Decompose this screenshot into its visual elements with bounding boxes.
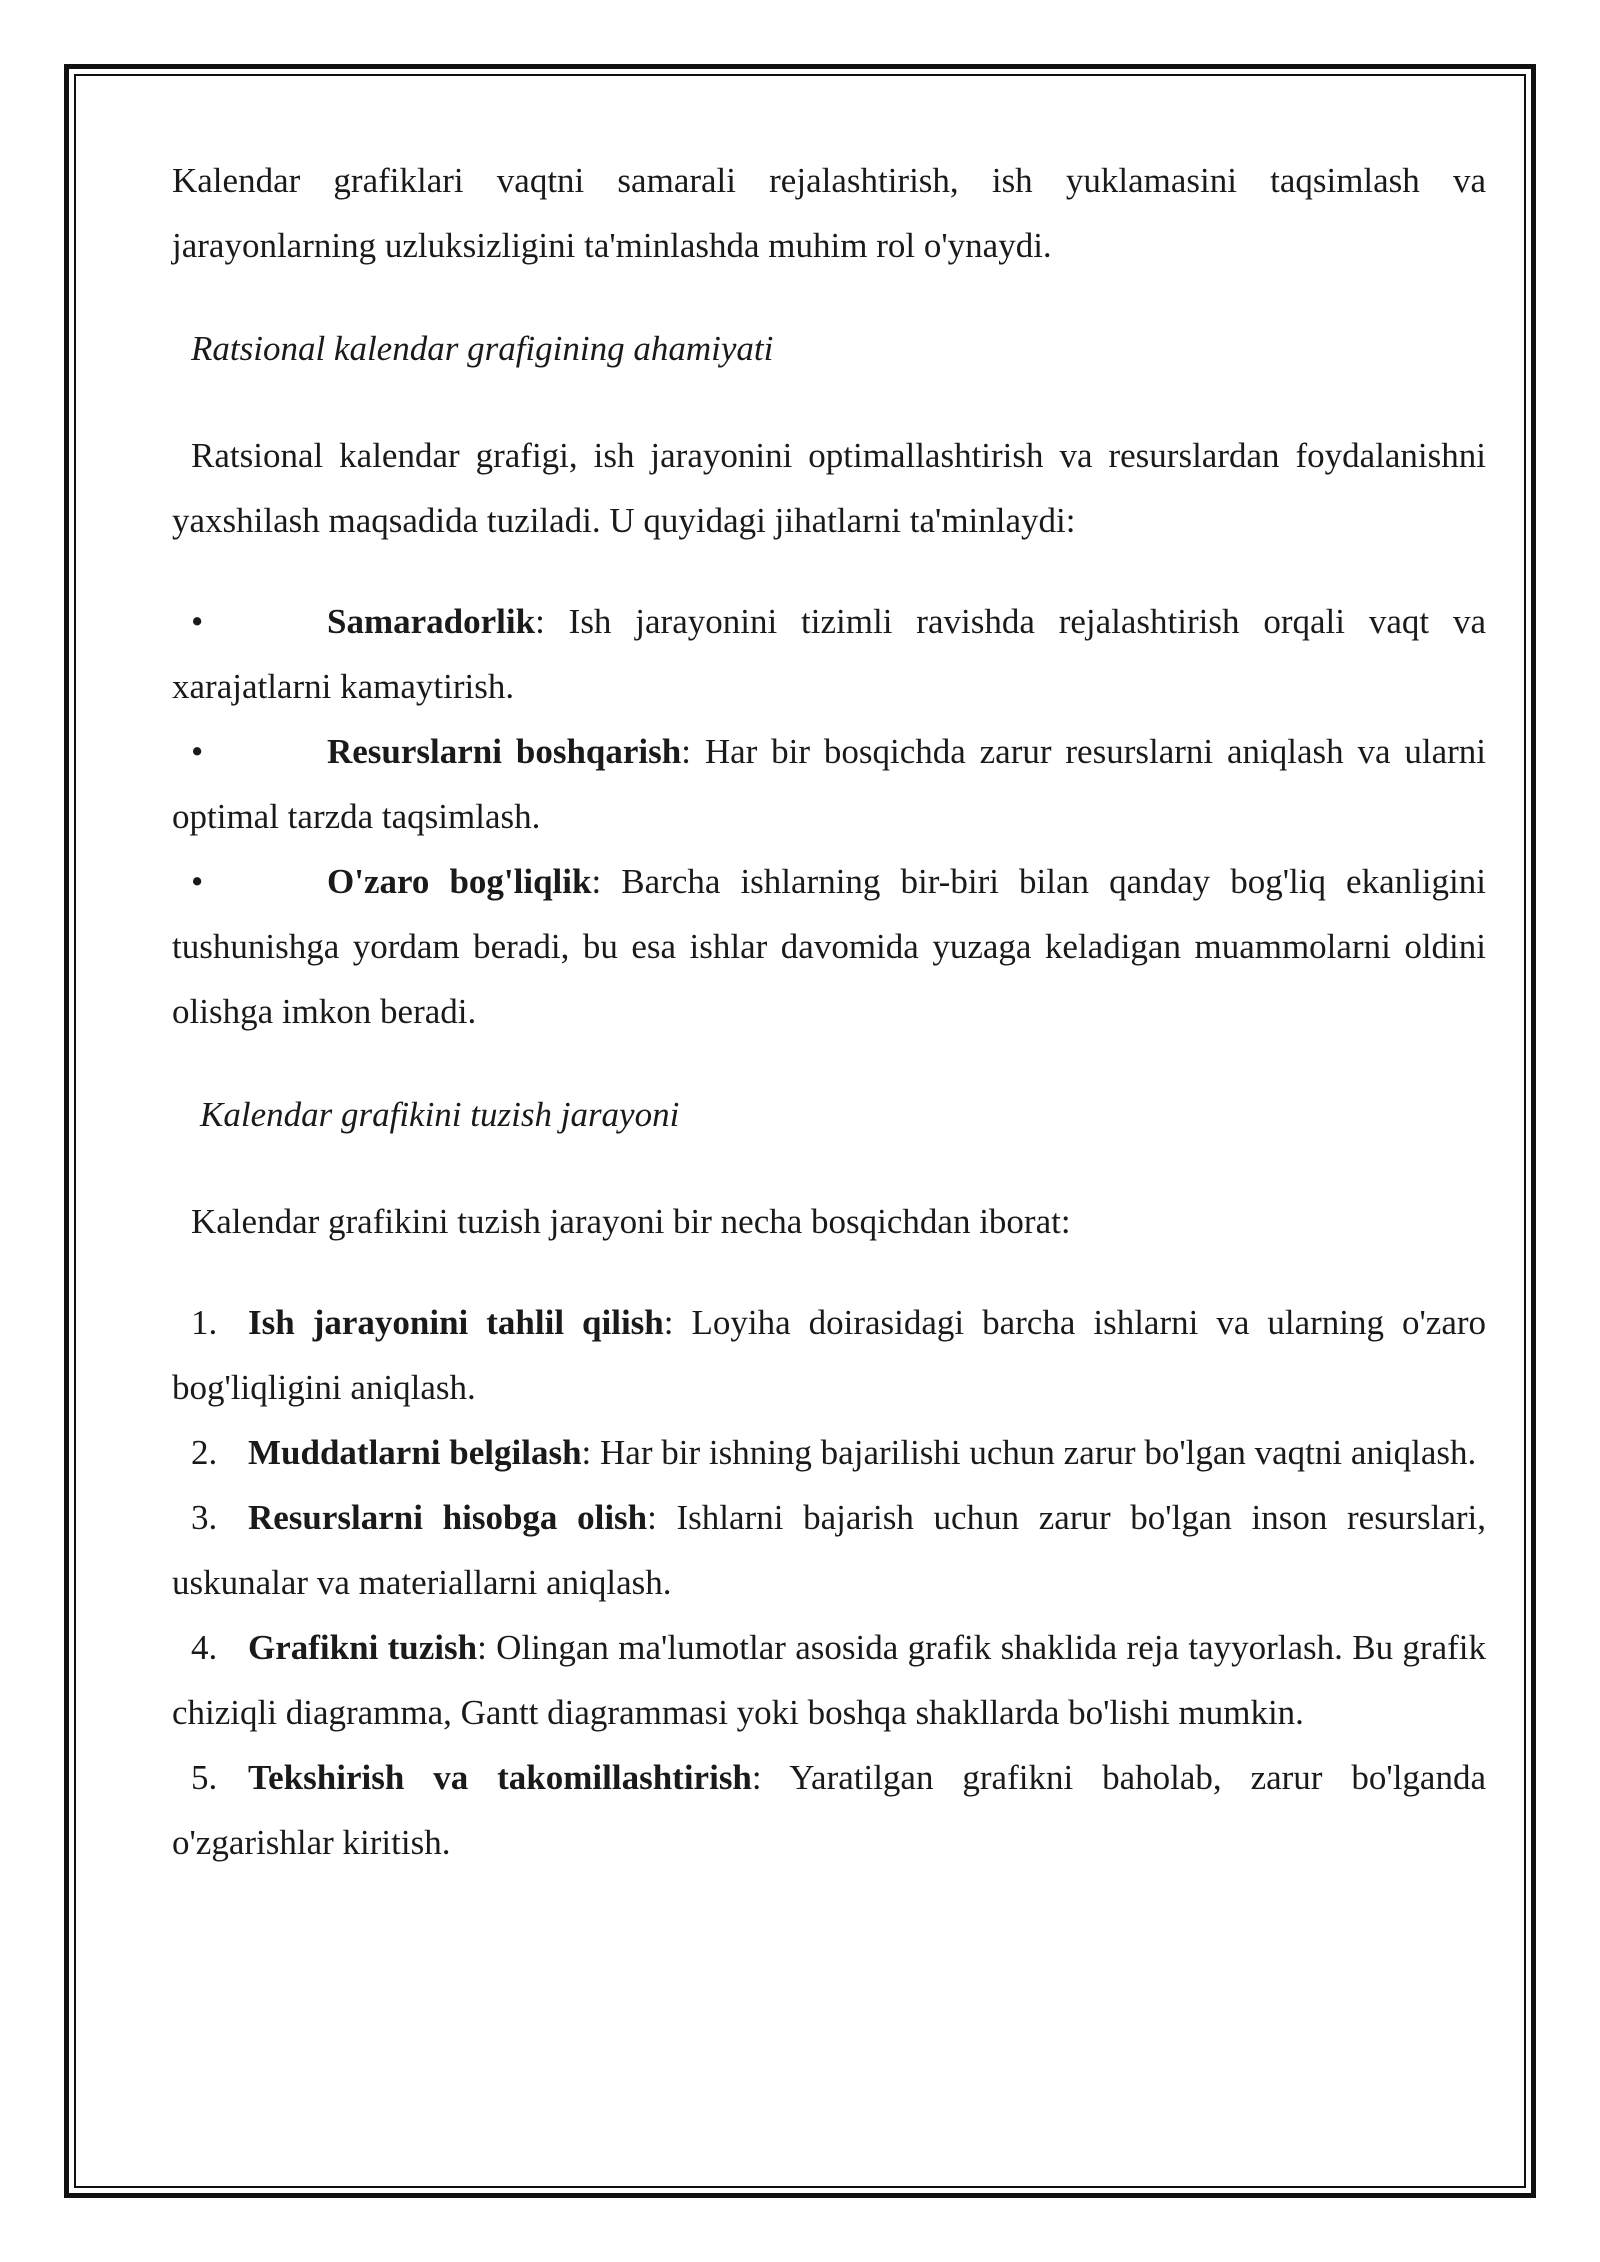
list-item-term: Resurslarni hisobga olish [248, 1498, 648, 1537]
list-item-number: 4. [191, 1628, 218, 1667]
spacer [172, 1147, 1486, 1189]
list-item-term: Ish jarayonini tahlil qilish [248, 1303, 664, 1342]
list-item-term: O'zaro bog'liqlik [327, 862, 592, 901]
list-item-term: Muddatlarni belgilash [248, 1433, 582, 1472]
list-item-text: : Yaratilgan grafikni baholab, zarur bo'lganda o'zgarishlar kiritish. [172, 1758, 1486, 1862]
document-body [172, 148, 1486, 1875]
bullet-icon: • [191, 862, 204, 901]
bullet-icon: • [191, 602, 204, 641]
list-item-text: : Olingan ma'lumotlar asosida grafik shaklida reja tayyorlash. Bu grafik chiziqli diagramma, Gantt diagrammasi yoki boshqa shakllarda bo'lishi mumkin. [172, 1628, 1486, 1732]
spacer [172, 553, 1486, 589]
list-item-term: Samaradorlik [327, 602, 536, 641]
bullet-icon: • [191, 732, 204, 771]
list-item-term: Grafikni tuzish [248, 1628, 478, 1667]
list-item [172, 589, 1486, 719]
intro-paragraph: Kalendar grafiklari vaqtni samarali rejalashtirish, ish yuklamasini taqsimlash va jarayonlarning uzluksizligini ta'minlashda muhim rol o'ynaydi. [172, 161, 1486, 265]
section-heading-ratsional: Ratsional kalendar grafigining ahamiyati [191, 329, 774, 368]
list-item [172, 849, 1486, 1044]
list-item-text: : Har bir ishning bajarilishi uchun zarur bo'lgan vaqtni aniqlash. [581, 1433, 1477, 1472]
numbered-list [172, 1290, 1486, 1875]
spacer [172, 381, 1486, 423]
list-item [172, 1745, 1486, 1875]
list-item-term: Tekshirish va takomillashtirish [248, 1758, 752, 1797]
list-item [172, 1485, 1486, 1615]
spacer [172, 1254, 1486, 1290]
list-item-text: : Har bir bosqichda zarur resurslarni aniqlash va ularni optimal tarzda taqsimlash. [172, 732, 1486, 836]
list-item-text: : Loyiha doirasidagi barcha ishlarni va ularning o'zaro bog'liqligini aniqlash. [172, 1303, 1487, 1407]
spacer [172, 278, 1486, 316]
section1-paragraph: Ratsional kalendar grafigi, ish jarayonini optimallashtirish va resurslardan foydalanishni yaxshilash maqsadida tuziladi. U quyidagi jihatlarni ta'minlaydi: [172, 436, 1486, 540]
list-item [172, 719, 1486, 849]
list-item [172, 1290, 1486, 1420]
spacer [172, 1044, 1486, 1082]
section-heading-tuzish: Kalendar grafikini tuzish jarayoni [200, 1095, 680, 1134]
list-item-text: : Ishlarni bajarish uchun zarur bo'lgan inson resurslari, uskunalar va materiallarni aniqlash. [172, 1498, 1487, 1602]
list-item-number: 2. [191, 1433, 218, 1472]
section2-paragraph: Kalendar grafikini tuzish jarayoni bir necha bosqichdan iborat: [191, 1202, 1071, 1241]
list-item-number: 5. [191, 1758, 218, 1797]
list-item [172, 1420, 1486, 1485]
list-item-number: 3. [191, 1498, 218, 1537]
list-item [172, 1615, 1486, 1745]
list-item-text: : Barcha ishlarning bir-biri bilan qanday bog'liq ekanligini tushunishga yordam beradi, bu esa ishlar davomida yuzaga keladigan muammolarni oldini olishga imkon beradi. [172, 862, 1486, 1031]
list-item-text: : Ish jarayonini tizimli ravishda rejalashtirish orqali vaqt va xarajatlarni kamaytirish. [172, 602, 1486, 706]
list-item-number: 1. [191, 1303, 218, 1342]
list-item-term: Resurslarni boshqarish [327, 732, 682, 771]
bullet-list [172, 589, 1486, 1044]
